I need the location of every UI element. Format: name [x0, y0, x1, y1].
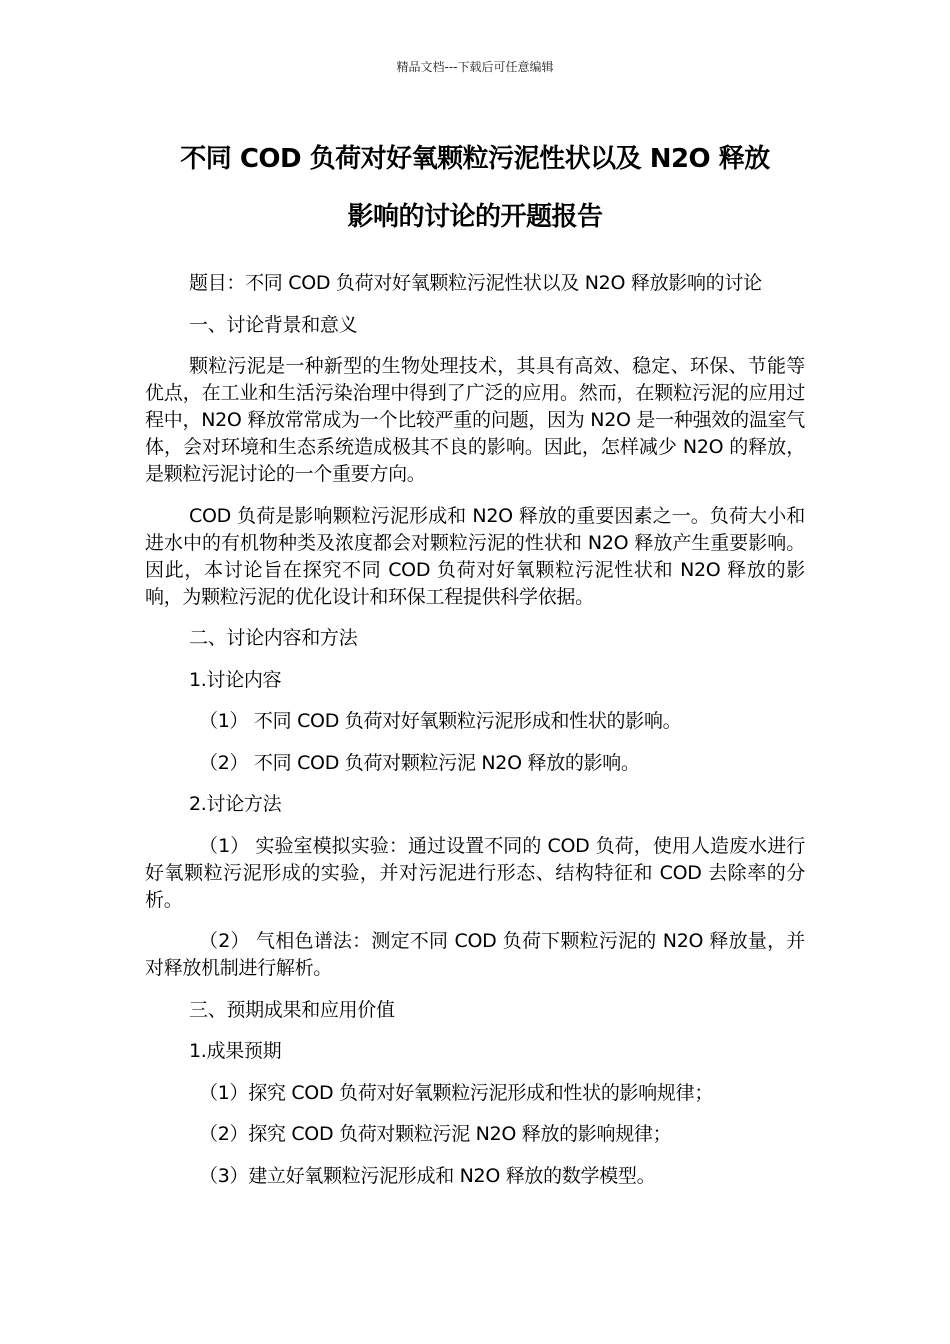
topic-paragraph: 题目：不同 COD 负荷对好氧颗粒污泥性状以及 N2O 释放影响的讨论 — [189, 272, 762, 294]
content-item-1: （1） 不同 COD 负荷对好氧颗粒污泥形成和性状的影响。 — [199, 710, 682, 732]
document-title-line-2: 影响的讨论的开题报告 — [347, 202, 603, 232]
subheading-method: 2.讨论方法 — [189, 793, 282, 815]
page-header: 精品文档---下载后可任意编辑 — [396, 60, 554, 74]
content-item-2: （2） 不同 COD 负荷对颗粒污泥 N2O 释放的影响。 — [199, 751, 640, 774]
section-heading-content-method: 二、讨论内容和方法 — [189, 627, 358, 649]
result-item-2: （2）探究 COD 负荷对颗粒污泥 N2O 释放的影响规律； — [199, 1123, 672, 1145]
background-paragraph-1: 颗粒污泥是一种新型的生物处理技术，其具有高效、稳定、环保、节能等优点，在工业和生活污染治理中得到了广泛的应用。然而，在颗粒污泥的应用过程中，N2O 释放常常成为一个比较严重的问题，因为 N2O 是一种强效的温室气体，会对环境和生态系统造成极其不良的影响。因此，怎样减少 N2O 的释放，是颗粒污泥讨论的一个重要方向。 — [145, 355, 805, 485]
result-item-1: （1）探究 COD 负荷对好氧颗粒污泥形成和性状的影响规律； — [199, 1081, 714, 1104]
method-item-1: （1） 实验室模拟实验：通过设置不同的 COD 负荷，使用人造废水进行好氧颗粒污泥形成的实验，并对污泥进行形态、结构特征和 COD 去除率的分析。 — [145, 834, 805, 911]
section-heading-background: 一、讨论背景和意义 — [189, 313, 358, 336]
subheading-content: 1.讨论内容 — [189, 668, 282, 691]
method-item-2: （2） 气相色谱法：测定不同 COD 负荷下颗粒污泥的 N2O 释放量，并对释放机制进行解析。 — [145, 930, 805, 979]
subheading-expected-results: 1.成果预期 — [189, 1040, 282, 1062]
document-title-line-1: 不同 COD 负荷对好氧颗粒污泥性状以及 N2O 释放 — [180, 144, 770, 174]
document-body — [145, 270, 805, 1204]
result-item-3: （3）建立好氧颗粒污泥形成和 N2O 释放的数学模型。 — [199, 1164, 656, 1187]
section-heading-results: 三、预期成果和应用价值 — [189, 998, 395, 1021]
background-paragraph-2: COD 负荷是影响颗粒污泥形成和 N2O 释放的重要因素之一。负荷大小和进水中的有机物种类及浓度都会对颗粒污泥的性状和 N2O 释放产生重要影响。因此，本讨论旨在探究不同 COD 负荷对好氧颗粒污泥性状和 N2O 释放的影响，为颗粒污泥的优化设计和环保工程提供科学依据。 — [145, 504, 805, 608]
